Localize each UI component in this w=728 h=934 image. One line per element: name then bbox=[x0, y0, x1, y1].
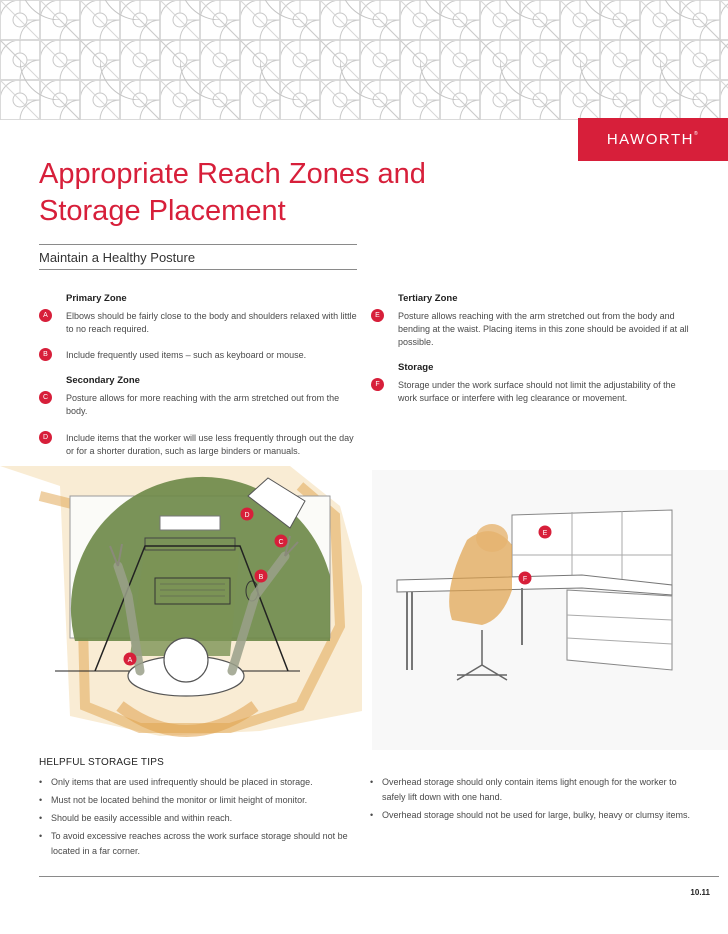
tips-title: HELPFUL STORAGE TIPS bbox=[39, 757, 164, 768]
zone-item-b-text: Include frequently used items – such as keyboard or mouse. bbox=[66, 350, 307, 360]
zone-item-e bbox=[371, 310, 689, 349]
geometric-pattern-header bbox=[0, 0, 728, 120]
badge-a: A bbox=[39, 309, 52, 322]
badge-e: E bbox=[371, 309, 384, 322]
page-title bbox=[39, 156, 459, 230]
tip-right-2 bbox=[370, 808, 690, 823]
bullet: • bbox=[370, 777, 374, 787]
storage-title: Storage bbox=[398, 362, 434, 373]
tertiary-zone-title: Tertiary Zone bbox=[398, 293, 458, 304]
illustration-badge-b bbox=[255, 570, 268, 583]
tip-right-2-text: Overhead storage should not be used for large, bulky, heavy or clumsy items. bbox=[382, 810, 690, 820]
bullet: • bbox=[39, 831, 43, 841]
person-head bbox=[164, 638, 208, 682]
zone-item-a-text: Elbows should be fairly close to the body and shoulders relaxed with little to no reach required. bbox=[66, 311, 357, 334]
reach-zones-illustration bbox=[0, 466, 362, 746]
bullet: • bbox=[370, 810, 374, 820]
zone-item-b bbox=[39, 349, 357, 362]
tip-left-2-text: Must not be located behind the monitor or limit height of monitor. bbox=[51, 795, 308, 805]
zone-item-d bbox=[39, 432, 357, 458]
zone-item-f bbox=[371, 379, 689, 405]
svg-text:E: E bbox=[542, 530, 548, 537]
illustration-badge-f bbox=[519, 572, 532, 585]
footer-divider bbox=[39, 876, 719, 877]
svg-text:A: A bbox=[127, 657, 133, 664]
bullet: • bbox=[39, 813, 43, 823]
brand-logo: HAWORTH® bbox=[606, 131, 700, 148]
overhead-storage bbox=[512, 510, 672, 585]
illustration-badge-a bbox=[124, 653, 137, 666]
illustration-badge-e bbox=[539, 526, 552, 539]
tip-right-1 bbox=[370, 775, 690, 805]
bullet: • bbox=[39, 795, 43, 805]
tip-left-3-text: Should be easily accessible and within reach. bbox=[51, 813, 233, 823]
illustration-badge-d bbox=[241, 508, 254, 521]
page-number: 10.11 bbox=[690, 888, 710, 897]
zone-item-c bbox=[39, 392, 357, 418]
zone-item-a bbox=[39, 310, 357, 336]
tip-left-1 bbox=[39, 775, 359, 790]
workstation-storage-illustration bbox=[372, 470, 728, 750]
zone-item-e-text: Posture allows reaching with the arm stretched out from the body and bending at the waist. Placing items in this zone should be avoided if at all possible. bbox=[398, 311, 689, 347]
pedestal-storage bbox=[567, 590, 672, 670]
section-subheading bbox=[39, 244, 357, 270]
page-title-line2: Storage Placement bbox=[39, 195, 286, 227]
tip-left-2 bbox=[39, 793, 359, 808]
secondary-zone-title: Secondary Zone bbox=[66, 375, 140, 386]
brand-logo-block bbox=[578, 118, 728, 161]
zone-item-d-text: Include items that the worker will use less frequently through out the day or for a shorter duration, such as large binders or manuals. bbox=[66, 433, 354, 456]
sketch-background bbox=[372, 470, 728, 750]
tip-left-1-text: Only items that are used infrequently should be placed in storage. bbox=[51, 777, 313, 787]
primary-zone-title: Primary Zone bbox=[66, 293, 127, 304]
zone-item-f-text: Storage under the work surface should not limit the adjustability of the work surface or interfere with leg clearance or movement. bbox=[398, 380, 676, 403]
page-title-line1: Appropriate Reach Zones and bbox=[39, 158, 426, 190]
svg-text:F: F bbox=[522, 576, 528, 583]
tip-left-4-text: To avoid excessive reaches across the work surface storage should not be located in a far corner. bbox=[51, 831, 348, 856]
svg-text:D: D bbox=[244, 512, 250, 519]
badge-f: F bbox=[371, 378, 384, 391]
badge-d: D bbox=[39, 431, 52, 444]
tip-right-1-text: Overhead storage should only contain items light enough for the worker to safely lift down with one hand. bbox=[382, 777, 677, 802]
zone-item-c-text: Posture allows for more reaching with the arm stretched out from the body. bbox=[66, 393, 340, 416]
monitor bbox=[160, 516, 220, 530]
svg-text:C: C bbox=[278, 539, 284, 546]
person-head-side bbox=[476, 524, 508, 552]
tip-left-4 bbox=[39, 829, 349, 859]
badge-b: B bbox=[39, 348, 52, 361]
tip-left-3 bbox=[39, 811, 359, 826]
badge-c: C bbox=[39, 391, 52, 404]
subheading-text: Maintain a Healthy Posture bbox=[39, 250, 196, 265]
bullet: • bbox=[39, 777, 43, 787]
svg-text:B: B bbox=[258, 574, 264, 581]
illustration-badge-c bbox=[275, 535, 288, 548]
